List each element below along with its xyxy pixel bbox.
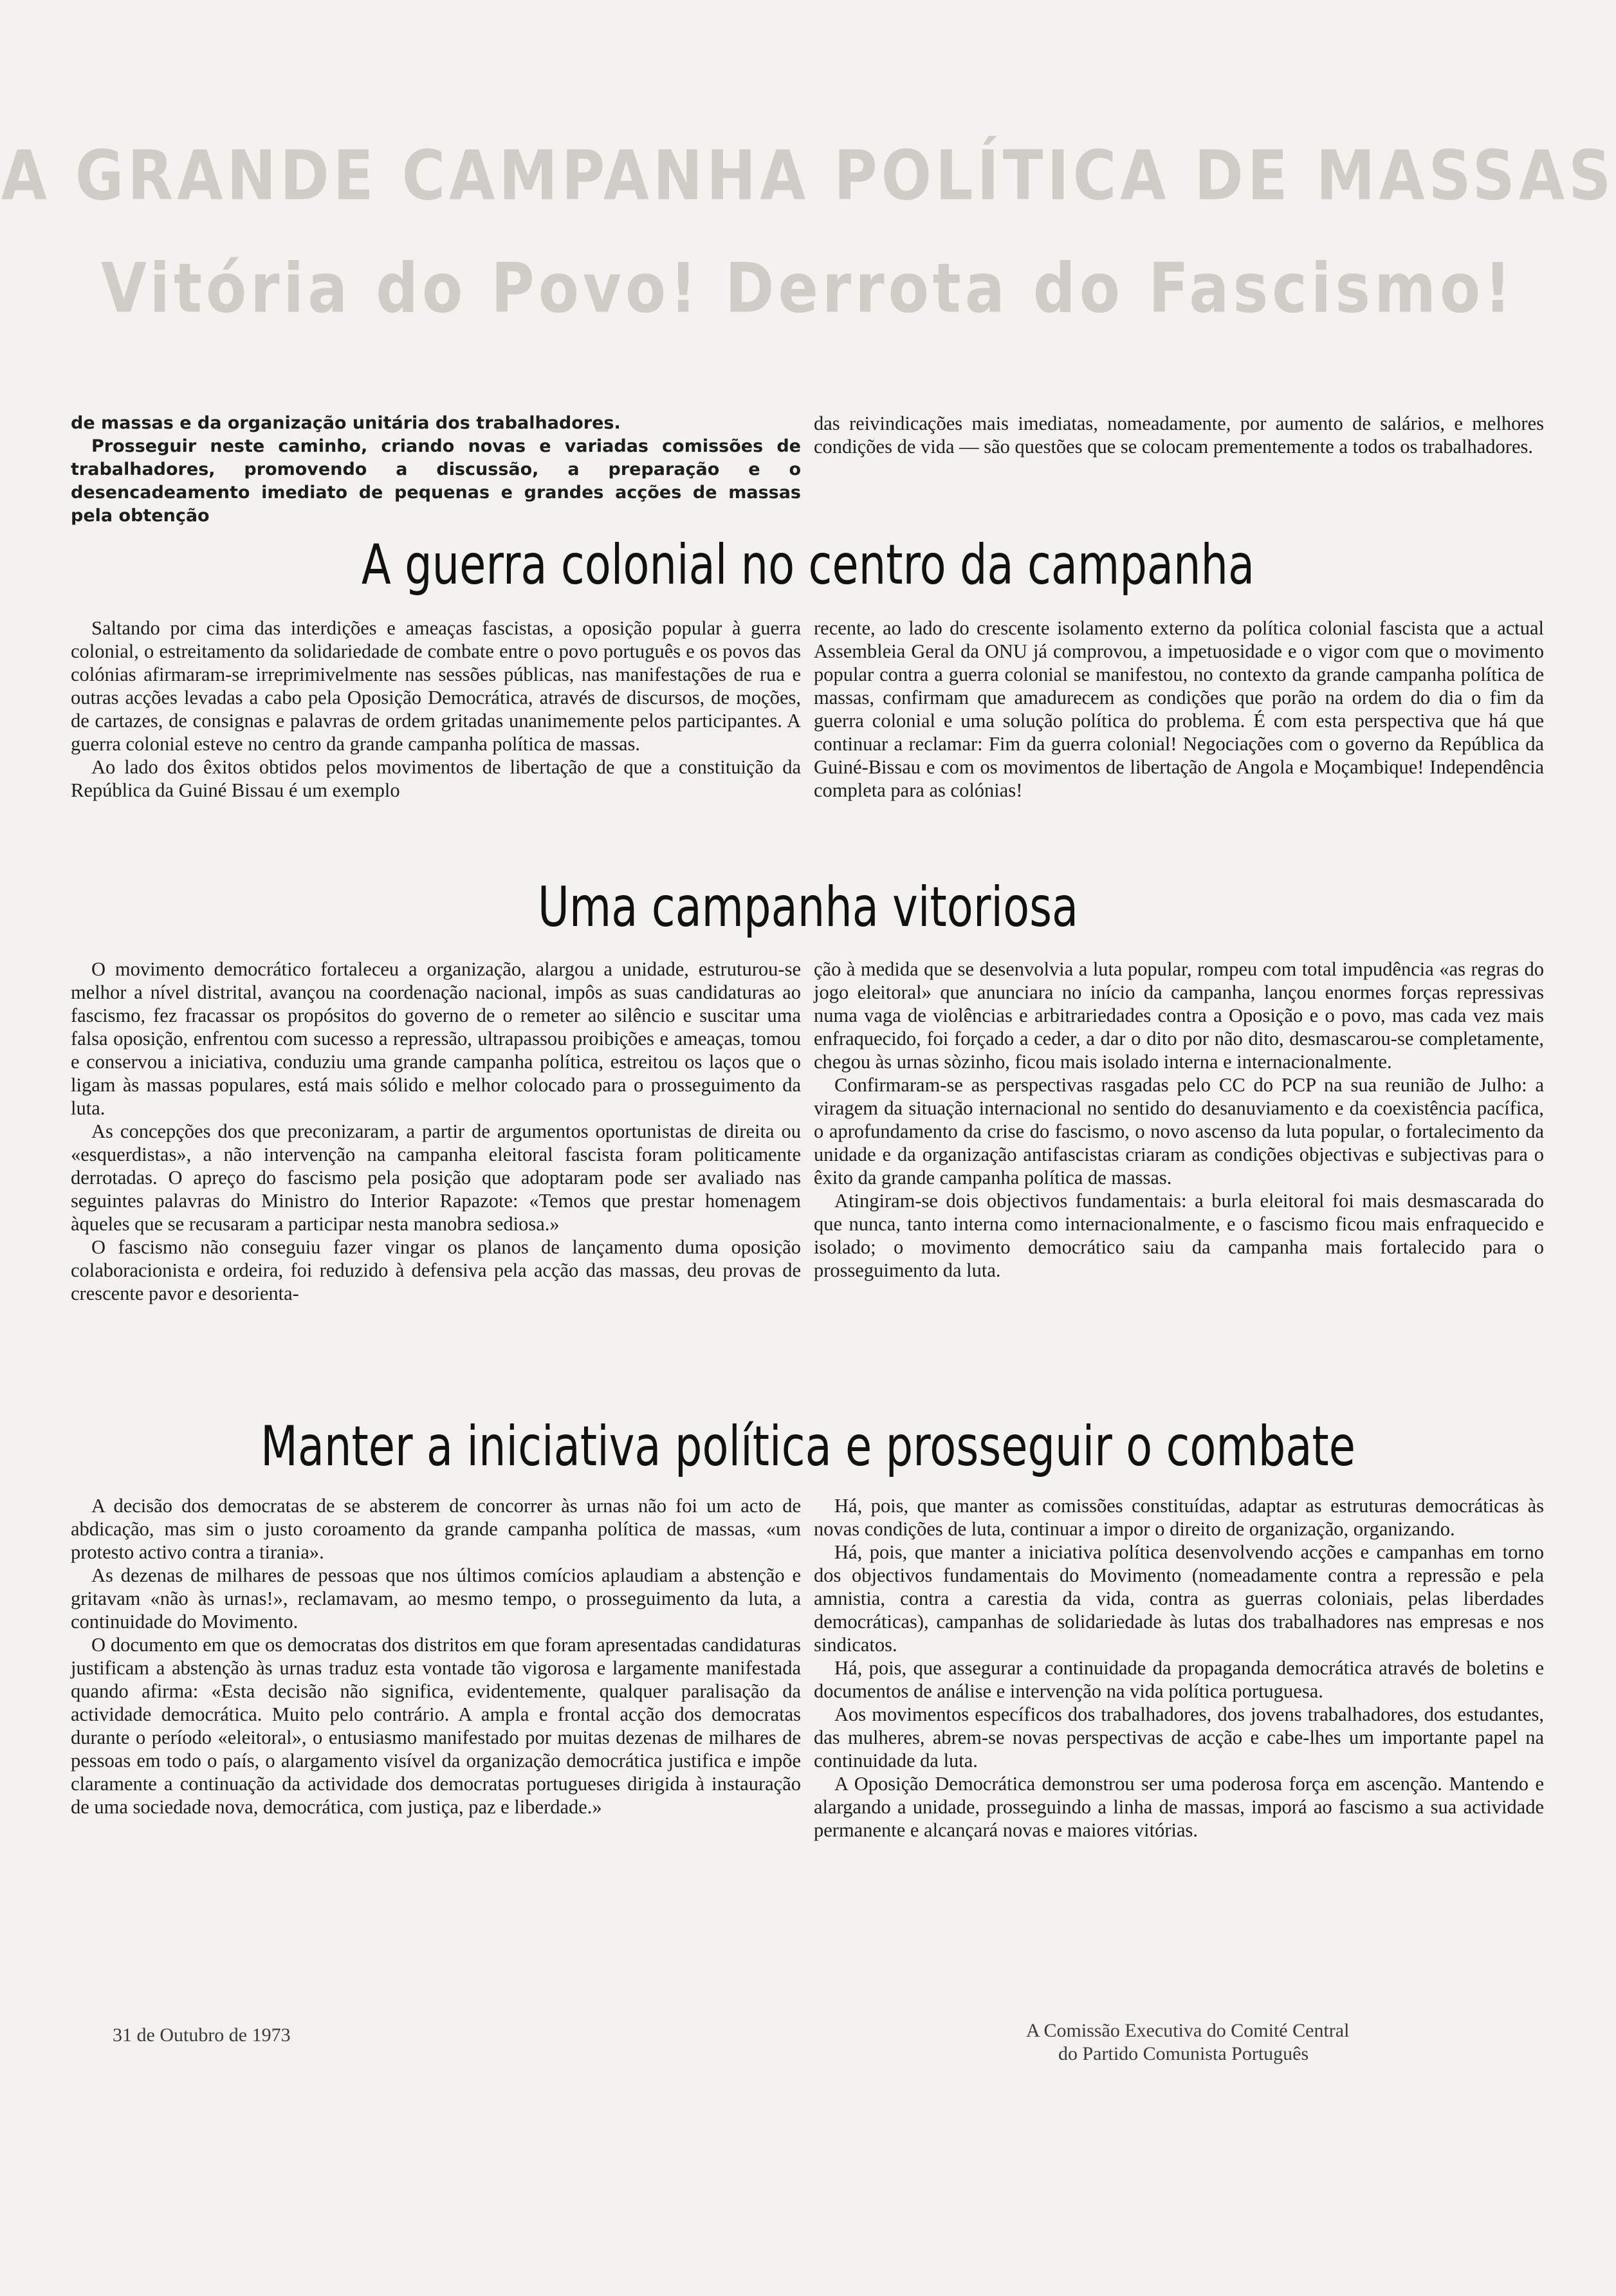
intro-right-p1: das reivindicações mais imediatas, nomeadamente, por aumento de salários, e melhores condições de vida — são questões que se colocam prementemente a todos os trabalhadores.: [814, 412, 1544, 458]
campanha-left-p2: As concepções dos que preconizaram, a partir de argumentos oportunistas de direita ou «esquerdistas», a não intervenção na campanha eleitoral fascista foram politicamente derrotadas. O apreço do fascismo pela posição que adoptaram pode ser avaliado nas seguintes palavras do Ministro do Interior Rapazote: «Temos que prestar homenagem àqueles que se recusaram a participar nesta manobra sediosa.»: [71, 1120, 801, 1235]
masthead-line2: Vitória do Povo! Derrota do Fascismo!: [100, 248, 1516, 329]
section-heading-manter-iniciativa: Manter a iniciativa política e prosseguir o combate: [260, 1414, 1356, 1479]
intro-block: [71, 412, 1544, 528]
intro-left-p2: Prosseguir neste caminho, criando novas e variadas comissões de trabalhadores, promovendo a discussão, a preparação e o desencadeamento imediato de pequenas e grandes acções de massas pela obtenção: [71, 436, 801, 526]
guerra-right-column: [814, 616, 1544, 802]
manter-left-p1: A decisão dos democratas de se absterem de concorrer às urnas não foi um acto de abdicação, mas sim o justo coroamento da grande campanha política de massas, «um protesto activo contra a tirania».: [71, 1495, 801, 1563]
signature-line2: do Partido Comunista Português: [1058, 2043, 1309, 2064]
manter-right-column: [814, 1494, 1544, 1842]
section-heading-campanha-vitoriosa: Uma campanha vitoriosa: [537, 875, 1079, 940]
campanha-right-column: [814, 958, 1544, 1305]
masthead-line1: A GRANDE CAMPANHA POLÍTICA DE MASSAS: [1, 136, 1615, 216]
campanha-right-p3: Atingiram-se dois objectivos fundamentais: a burla eleitoral foi mais desmascarada do que nunca, tanto interna como internacionalmente, e o fascismo ficou mais enfraquecido e isolado; o movimento democrático saiu da campanha mais fortalecido para o prosseguimento da luta.: [814, 1190, 1544, 1281]
document-date: 31 de Outubro de 1973: [113, 2024, 291, 2046]
guerra-left-p2: Ao lado dos êxitos obtidos pelos movimentos de libertação de que a constituição da República da Guiné Bissau é um exemplo: [71, 756, 801, 801]
section-heading-guerra-colonial: A guerra colonial no centro da campanha: [361, 533, 1255, 597]
guerra-left-column: [71, 616, 801, 802]
manter-left-p3: O documento em que os democratas dos distritos em que foram apresentadas candidaturas justificam a abstenção às urnas traduz esta vontade tão vigorosa e largamente manifestada quando afirma: «Esta decisão não significa, evidentemente, qualquer paralisação da actividade democrática. Muito pelo contrário. A ampla e frontal acção dos democratas durante o período «eleitoral», o entusiasmo manifestado por muitas dezenas de milhares de pessoas em todo o país, o alargamento visível da organização democrática justifica e impõe claramente a continuação da actividade dos democratas portugueses dirigida à instauração de uma sociedade nova, democrática, com justiça, paz e liberdade.»: [71, 1634, 801, 1818]
intro-right-column: [814, 412, 1544, 528]
section-manter-iniciativa: [71, 1494, 1544, 1842]
campanha-left-p1: O movimento democrático fortaleceu a organização, alargou a unidade, estruturou-se melhor a nível distrital, avançou na coordenação nacional, impôs as suas candidaturas ao fascismo, fez fracassar os propósitos do governo de o remeter ao silêncio e suscitar uma falsa oposição, enfrentou com sucesso a repressão, ultrapassou proibições e ameaças, tomou e conservou a iniciativa, conduziu uma grande campanha política, estreitou os laços que o ligam às massas populares, está mais sólido e melhor colocado para o prosseguimento da luta.: [71, 958, 801, 1119]
campanha-left-p3: O fascismo não conseguiu fazer vingar os planos de lançamento duma oposição colaboracionista e ordeira, foi reduzido à defensiva pela acção das massas, deu provas de crescente pavor e desorienta-: [71, 1236, 801, 1304]
section-guerra-colonial: [71, 616, 1544, 802]
manter-right-p5: A Oposição Democrática demonstrou ser uma poderosa força em ascenção. Mantendo e alargando a unidade, prosseguindo a linha de massas, imporá ao fascismo a sua actividade permanente e alcançará novas e maiores vitórias.: [814, 1773, 1544, 1841]
section-campanha-vitoriosa: [71, 958, 1544, 1305]
intro-left-column: [71, 412, 801, 528]
manter-right-p4: Aos movimentos específicos dos trabalhadores, dos jovens trabalhadores, dos estudantes, das mulheres, abrem-se novas perspectivas de acção e cabe-lhes um importante papel na continuidade da luta.: [814, 1703, 1544, 1772]
manter-right-p2: Há, pois, que manter a iniciativa política desenvolvendo acções e campanhas em torno dos objectivos fundamentais do Movimento (nomeadamente contra a repressão e pela amnistia, contra a carestia da vida, contra as guerras coloniais, pelas liberdades democráticas), campanhas de solidariedade às lutas dos trabalhadores nas empresas e nos sindicatos.: [814, 1541, 1544, 1656]
signature-line1: A Comissão Executiva do Comité Central: [1026, 2020, 1350, 2041]
guerra-left-p1: Saltando por cima das interdições e ameaças fascistas, a oposição popular à guerra colonial, o estreitamento da solidariedade de combate entre o povo português e os povos das colónias afirmaram-se irreprimivelmente nas sessões públicas, nas manifestações de rua e outras acções levadas a cabo pela Oposição Democrática, através de discursos, de moções, de cartazes, de consignas e palavras de ordem gritadas unanimemente pelos participantes. A guerra colonial esteve no centro da grande campanha política de massas.: [71, 617, 801, 755]
manter-right-p3: Há, pois, que assegurar a continuidade da propaganda democrática através de boletins e documentos de análise e intervenção na vida política portuguesa.: [814, 1657, 1544, 1702]
campanha-right-p1: ção à medida que se desenvolvia a luta popular, rompeu com total impudência «as regras do jogo eleitoral» que anunciara no início da campanha, lançou enormes forças repressivas numa vaga de violências e arbitrariedades contra a Oposição e o povo, mas cada vez mais enfraquecido, foi forçado a ceder, a dar o dito por não dito, desmascarou-se completamente, chegou às urnas sòzinho, ficou mais isolado interna e internacionalmente.: [814, 958, 1544, 1073]
intro-left-p1: de massas e da organização unitária dos trabalhadores.: [71, 413, 621, 433]
campanha-left-column: [71, 958, 801, 1305]
manter-left-column: [71, 1494, 801, 1842]
manter-left-p2: As dezenas de milhares de pessoas que nos últimos comícios aplaudiam a abstenção e gritavam «não às urnas!», reclamavam, ao mesmo tempo, o prosseguimento da luta, a continuidade do Movimento.: [71, 1564, 801, 1633]
manter-right-p1: Há, pois, que manter as comissões constituídas, adaptar as estruturas democráticas às novas condições de luta, continuar a impor o direito de organização, organizando.: [814, 1495, 1544, 1540]
guerra-right-p1: recente, ao lado do crescente isolamento externo da política colonial fascista que a actual Assembleia Geral da ONU já comprovou, a impetuosidade e o vigor com que o movimento popular contra a guerra colonial se manifestou, no contexto da grande campanha política de massas, confirmam que amadurecem as condições que porão na ordem do dia o fim da guerra colonial e uma solução política do problema. É com esta perspectiva que há que continuar a reclamar: Fim da guerra colonial! Negociações com o governo da República da Guiné-Bissau e com os movimentos de libertação de Angola e Moçambique! Independência completa para as colónias!: [814, 617, 1544, 801]
campanha-right-p2: Confirmaram-se as perspectivas rasgadas pelo CC do PCP na sua reunião de Julho: a viragem da situação internacional no sentido do desanuviamento e da coexistência pacífica, o aprofundamento da crise do fascismo, o novo ascenso da luta popular, o fortalecimento da unidade e da organização antifascistas criaram as condições objectivas e subjectivas para o êxito da grande campanha política de massas.: [814, 1074, 1544, 1189]
